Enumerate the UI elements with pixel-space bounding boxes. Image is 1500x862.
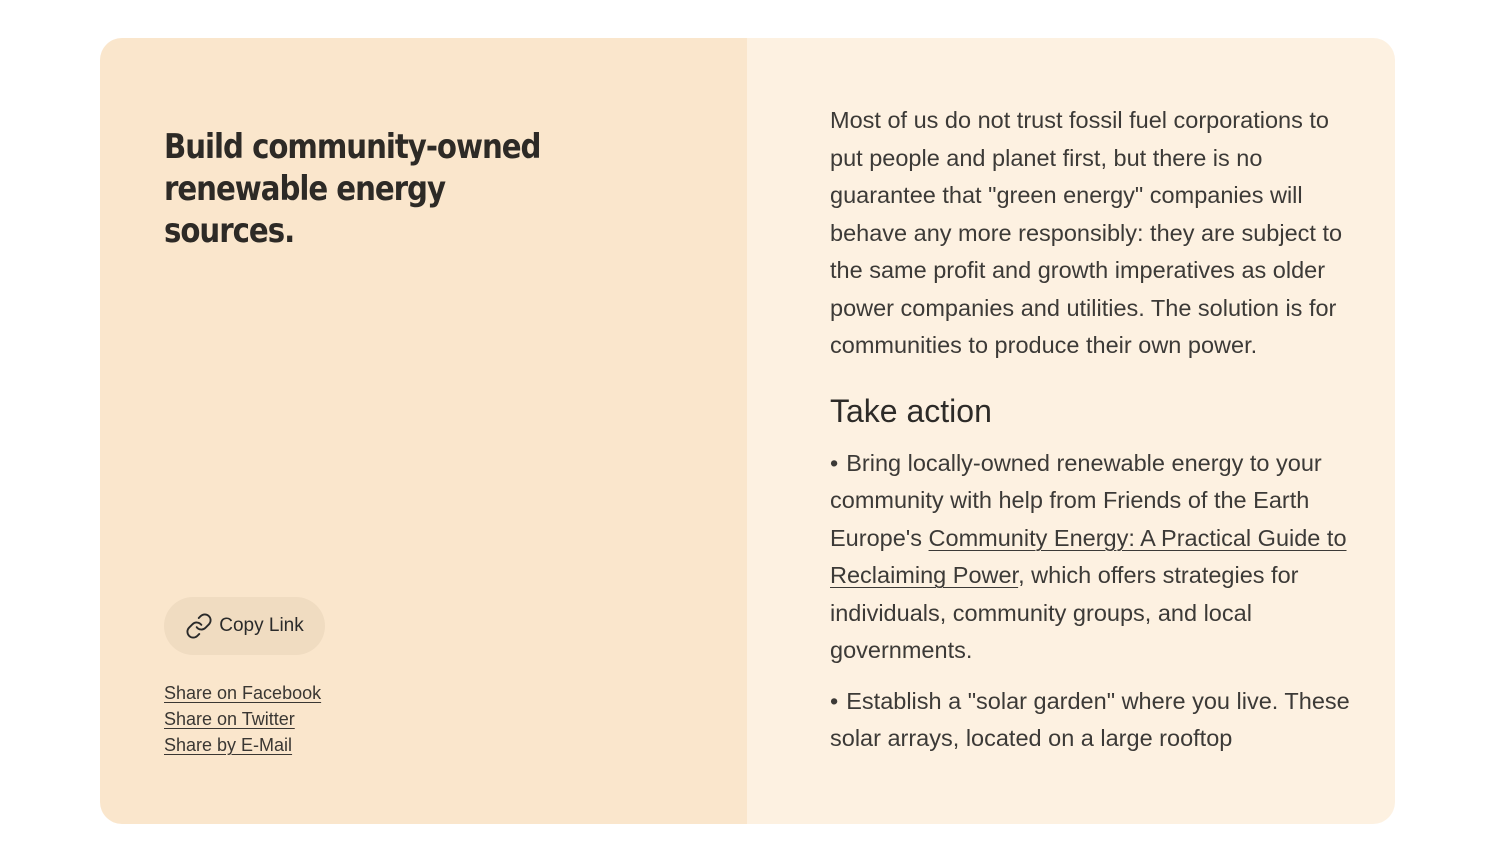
left-panel — [100, 38, 747, 824]
action-list — [830, 445, 1350, 758]
intro-paragraph: Most of us do not trust fossil fuel corporations to put people and planet first, but there is no guarantee that "green energy" companies will behave any more responsibly: they are subject to the same profit and growth imperatives as older power companies and utilities. The solution is for communities to produce their own power. — [830, 107, 1343, 358]
share-email-link[interactable]: Share by E-Mail — [164, 735, 293, 755]
action-text: , which offers strategies for individuals, community groups, and local governments. — [830, 562, 1299, 663]
page-title: Build community-owned renewable energy sources. — [164, 127, 541, 251]
right-panel — [747, 38, 1395, 824]
article-body — [830, 102, 1350, 771]
share-twitter-link[interactable]: Share on Twitter — [164, 709, 295, 729]
list-item — [830, 445, 1350, 670]
link-icon — [185, 612, 213, 640]
copy-link-label: Copy Link — [219, 615, 304, 636]
copy-link-button[interactable] — [164, 597, 325, 655]
bullet: • — [830, 449, 839, 476]
action-text: Bring locally-owned renewable energy to your community with help from Friends of the Earth Europe's — [830, 449, 1322, 551]
share-links — [164, 682, 321, 756]
share-facebook-link[interactable]: Share on Facebook — [164, 683, 322, 703]
list-item — [830, 683, 1350, 758]
bullet: • — [830, 687, 839, 714]
take-action-heading: Take action — [830, 392, 992, 429]
content-card — [100, 38, 1395, 824]
community-energy-guide-link[interactable]: Community Energy: A Practical Guide to Reclaiming Power — [830, 524, 1347, 588]
action-text: Establish a "solar garden" where you live. These solar arrays, located on a large rooftop — [830, 687, 1350, 751]
